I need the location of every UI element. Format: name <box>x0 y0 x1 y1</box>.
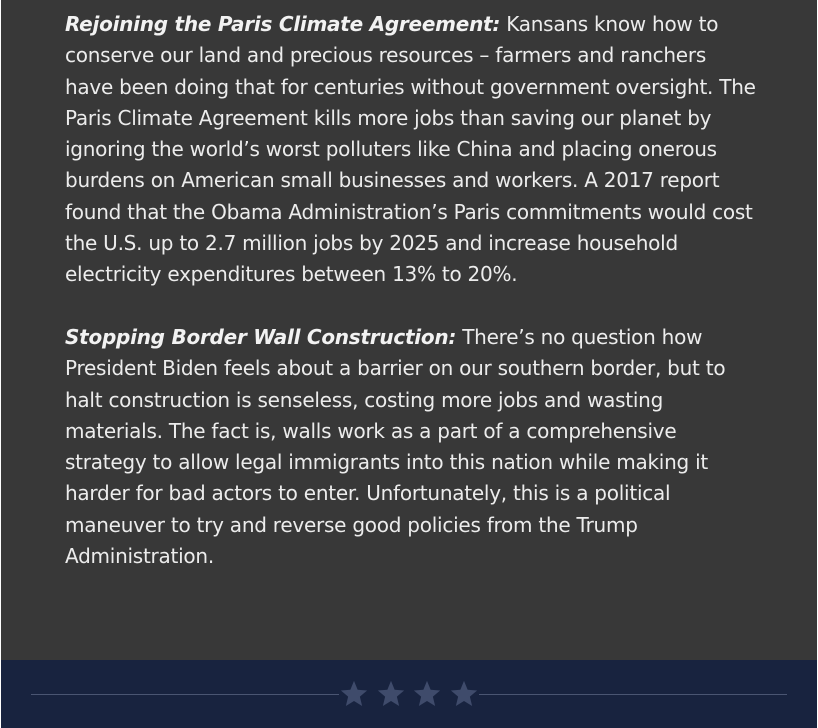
star-icon <box>412 679 442 709</box>
paragraph-lead: Rejoining the Paris Climate Agreement: <box>65 12 501 36</box>
paragraph-lead: Stopping Border Wall Construction: <box>65 324 457 349</box>
divider-left <box>31 694 339 695</box>
paragraph-paris-climate <box>65 9 757 291</box>
star-icon <box>449 679 479 709</box>
footer-banner <box>1 660 817 728</box>
paragraph-body: There’s no question how President Biden feels about a barrier on our southern border, but to halt construction is senseless, costing more jobs and wasting materials. The fact is, walls work as a part of a comprehensive strategy to allow legal immigrants into this nation while making it harder for bad actors to enter. Unfortunately, this is a political maneuver to try and reverse good policies from the Trump Administration. <box>65 324 726 569</box>
paragraph-body: Kansans know how to conserve our land and precious resources – farmers and ranchers have been doing that for centuries without government oversight. The Paris Climate Agreement kills more jobs than saving our planet by ignoring the world’s worst polluters like China and placing onerous burdens on American small businesses and workers. A 2017 report found that the Obama Administration’s Paris commitments would cost the U.S. up to 2.7 million jobs by 2025 and increase household electricity expenditures between 13% to 20%. <box>65 12 756 287</box>
stars-group <box>339 674 479 714</box>
divider-right <box>479 694 787 695</box>
star-icon <box>376 679 406 709</box>
star-icon <box>339 679 369 709</box>
article-content <box>1 0 817 660</box>
paragraph-border-wall <box>65 322 757 572</box>
